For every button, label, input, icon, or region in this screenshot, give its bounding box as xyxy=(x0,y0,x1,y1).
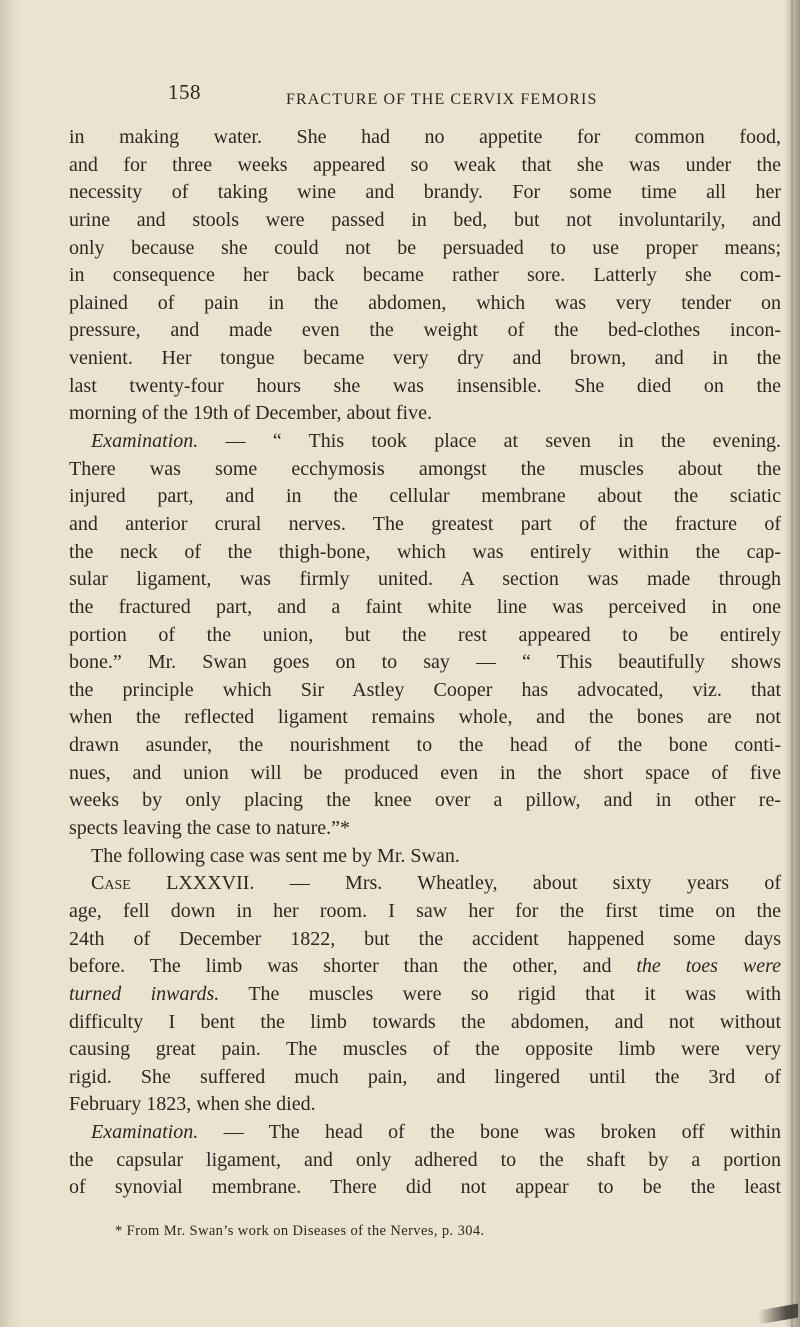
line-text: necessity of taking wine and brandy. For some time all her xyxy=(69,181,781,204)
text-line xyxy=(69,124,781,152)
text-line xyxy=(69,594,781,622)
line-text: and for three weeks appeared so weak that she was under the xyxy=(69,153,781,176)
line-text: nues, and union will be produced even in the short space of five xyxy=(69,761,781,784)
line-text: urine and stools were passed in bed, but not involuntarily, and xyxy=(69,208,781,231)
line-text: plained of pain in the abdomen, which was very tender on xyxy=(69,291,781,314)
line-text: the capsular ligament, and only adhered to the shaft by a portion xyxy=(69,1148,781,1171)
line-text: and anterior crural nerves. The greatest part of the fracture of xyxy=(69,512,781,535)
text-line xyxy=(69,1147,781,1175)
footnote: * From Mr. Swan’s work on Diseases of the Nerves, p. 304. xyxy=(115,1223,485,1239)
text-line xyxy=(69,787,781,815)
text-line xyxy=(69,732,781,760)
page-header xyxy=(168,80,748,108)
line-text: the neck of the thigh-bone, which was entirely within the cap- xyxy=(69,540,781,563)
line-text: when the reflected ligament remains whole, and the bones are not xyxy=(69,706,781,729)
text-line xyxy=(69,843,781,871)
text-line xyxy=(69,622,781,650)
text-line xyxy=(69,511,781,539)
text-line xyxy=(69,1009,781,1037)
text-line xyxy=(69,456,781,484)
line-text: The muscles were so rigid that it was with xyxy=(219,982,782,1005)
text-line xyxy=(69,483,781,511)
running-head: FRACTURE OF THE CERVIX FEMORIS xyxy=(286,91,598,108)
text-line xyxy=(69,290,781,318)
text-line xyxy=(69,566,781,594)
line-text: in consequence her back became rather sore. Latterly she com- xyxy=(69,264,781,287)
line-text: last twenty-four hours she was insensible. She died on the xyxy=(69,374,781,397)
line-text: spects leaving the case to nature.”* xyxy=(69,817,350,840)
line-text: 24th of December 1822, but the accident happened some days xyxy=(69,927,781,950)
line-text: venient. Her tongue became very dry and brown, and in the xyxy=(69,347,781,370)
text-line xyxy=(69,1091,781,1119)
line-text: injured part, and in the cellular membrane about the sciatic xyxy=(69,485,781,508)
line-text: difficulty I bent the limb towards the abdomen, and not without xyxy=(69,1010,781,1033)
text-line xyxy=(69,870,781,898)
text-line xyxy=(69,704,781,732)
line-text: before. The limb was shorter than the other, and xyxy=(69,955,637,978)
line-text: February 1823, when she died. xyxy=(69,1093,316,1116)
text-line xyxy=(69,152,781,180)
italic-text: the toes were xyxy=(636,955,781,978)
text-line xyxy=(69,400,781,428)
text-line xyxy=(69,953,781,981)
text-line xyxy=(69,1036,781,1064)
line-text: portion of the union, but the rest appeared to be entirely xyxy=(69,623,781,646)
line-text: — “ This took place at seven in the evening. xyxy=(198,430,781,453)
text-line xyxy=(69,981,781,1009)
text-line xyxy=(69,428,781,456)
italic-text: Examination. xyxy=(91,1121,199,1144)
text-line xyxy=(69,760,781,788)
italic-text: turned inwards. xyxy=(69,982,220,1005)
text-line xyxy=(69,262,781,290)
text-line xyxy=(69,539,781,567)
text-line xyxy=(69,373,781,401)
text-line xyxy=(69,815,781,843)
line-text: LXXXVII. — Mrs. Wheatley, about sixty years of xyxy=(130,872,781,895)
line-text: pressure, and made even the weight of the bed-clothes incon- xyxy=(69,319,781,342)
italic-text: Examination. xyxy=(91,430,199,453)
text-line xyxy=(69,1064,781,1092)
text-line xyxy=(69,235,781,263)
line-text: — The head of the bone was broken off within xyxy=(198,1121,781,1144)
line-text: the fractured part, and a faint white line was perceived in one xyxy=(69,595,781,618)
line-text: The following case was sent me by Mr. Swan. xyxy=(91,844,460,867)
line-text: There was some ecchymosis amongst the muscles about the xyxy=(69,457,781,480)
text-line xyxy=(69,677,781,705)
text-line xyxy=(69,207,781,235)
line-text: sular ligament, was firmly united. A section was made through xyxy=(69,568,781,591)
case-label: Case xyxy=(91,872,131,895)
line-text: rigid. She suffered much pain, and lingered until the 3rd of xyxy=(69,1065,781,1088)
line-text: morning of the 19th of December, about five. xyxy=(69,402,432,425)
line-text: weeks by only placing the knee over a pillow, and in other re- xyxy=(69,789,781,812)
text-line xyxy=(69,649,781,677)
text-line xyxy=(69,898,781,926)
line-text: age, fell down in her room. I saw her for the first time on the xyxy=(69,899,781,922)
text-line xyxy=(69,1174,781,1202)
text-line xyxy=(69,179,781,207)
text-line xyxy=(69,1119,781,1147)
page-number: 158 xyxy=(168,80,201,104)
text-line xyxy=(69,345,781,373)
line-text: the principle which Sir Astley Cooper has advocated, viz. that xyxy=(69,678,781,701)
line-text: bone.” Mr. Swan goes on to say — “ This beautifully shows xyxy=(69,651,781,674)
line-text: in making water. She had no appetite for common food, xyxy=(69,126,781,148)
line-text: drawn asunder, the nourishment to the head of the bone conti- xyxy=(69,734,781,757)
text-line xyxy=(69,926,781,954)
line-text: only because she could not be persuaded to use proper means; xyxy=(69,236,781,259)
line-text: of synovial membrane. There did not appear to be the least xyxy=(69,1176,781,1199)
line-text: causing great pain. The muscles of the opposite limb were very xyxy=(69,1038,781,1061)
text-line xyxy=(69,317,781,345)
body-text xyxy=(69,124,781,1202)
